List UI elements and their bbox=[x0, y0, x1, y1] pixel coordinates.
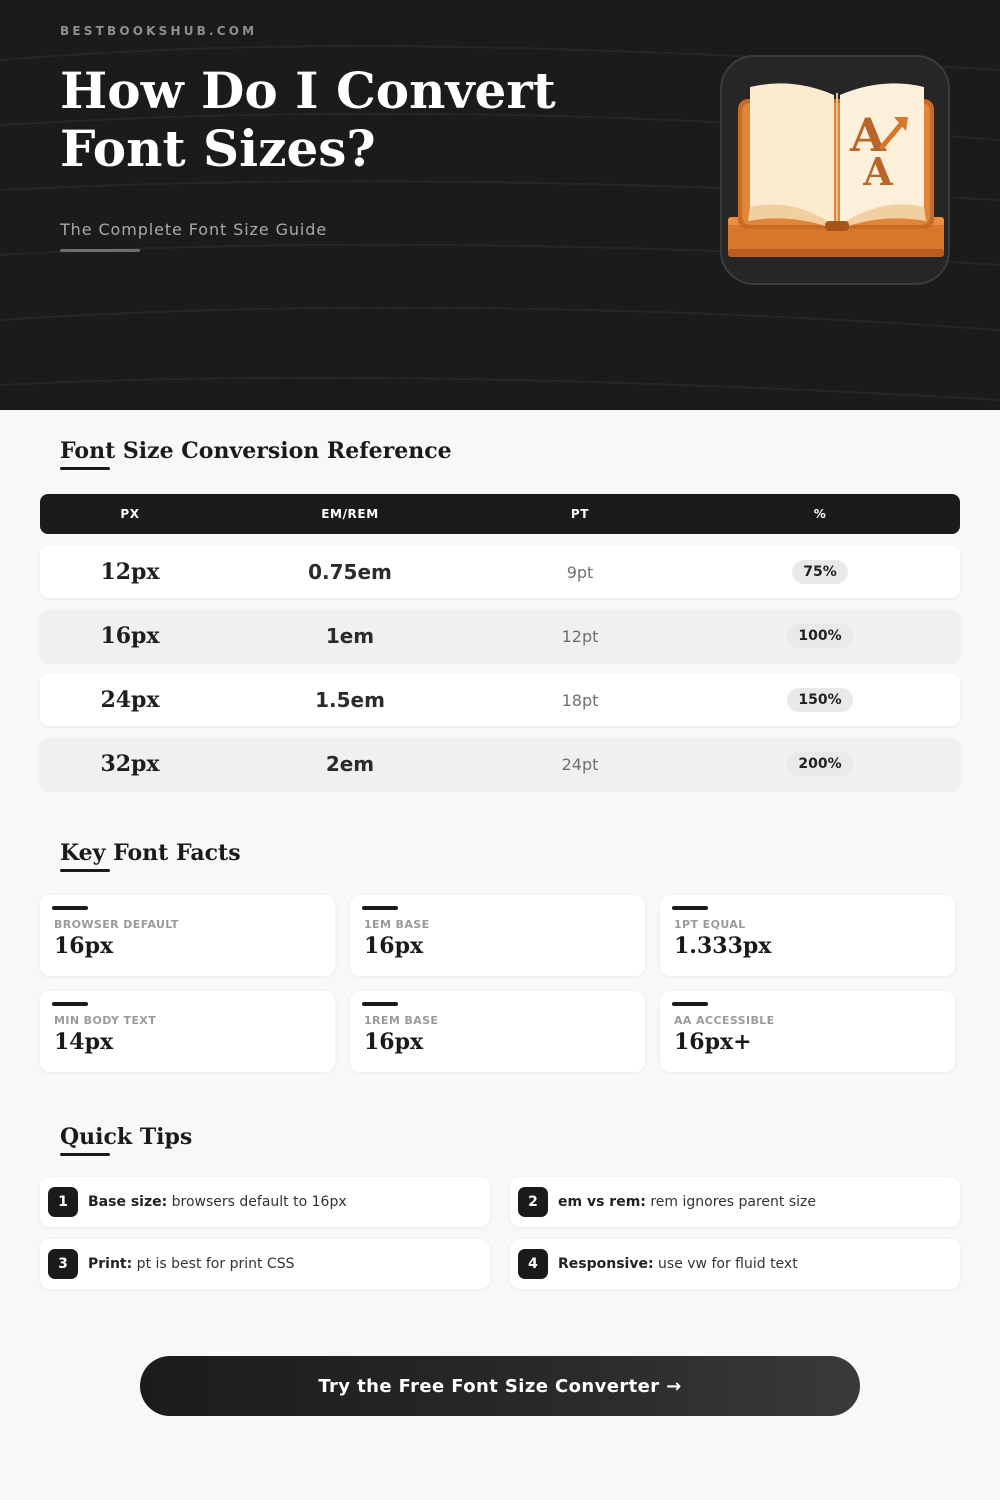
section-underline bbox=[60, 467, 110, 470]
table-row bbox=[40, 674, 960, 726]
card-accent-bar bbox=[672, 906, 708, 910]
svg-text:A: A bbox=[863, 149, 893, 194]
table-header bbox=[40, 494, 960, 534]
cell-pt: 9pt bbox=[566, 562, 594, 582]
page-title: How Do I Convert Font Sizes? bbox=[60, 61, 556, 178]
header-px: PX bbox=[120, 507, 140, 521]
header-em-rem: EM/REM bbox=[321, 507, 379, 521]
tip-number-badge: 3 bbox=[48, 1249, 78, 1279]
tip-text bbox=[88, 1194, 347, 1210]
cell-em: 2em bbox=[325, 752, 375, 776]
cell-pt: 12pt bbox=[561, 626, 599, 646]
tip-heading: Responsive: bbox=[558, 1256, 654, 1272]
section-underline bbox=[60, 869, 110, 872]
tip-text bbox=[558, 1256, 798, 1272]
fact-card bbox=[350, 991, 645, 1072]
fact-label: 1REM BASE bbox=[364, 1014, 439, 1027]
cell-em: 1em bbox=[325, 624, 375, 648]
fact-value: 16px bbox=[364, 933, 424, 959]
fact-label: 1PT EQUAL bbox=[674, 918, 746, 931]
fact-label: BROWSER DEFAULT bbox=[54, 918, 179, 931]
section-title-tips: Quick Tips bbox=[60, 1124, 193, 1150]
table-row bbox=[40, 610, 960, 662]
table-row bbox=[40, 738, 960, 790]
cell-px: 32px bbox=[100, 751, 160, 777]
fact-card bbox=[660, 895, 955, 976]
cell-pt: 24pt bbox=[561, 754, 599, 774]
tip-body: browsers default to 16px bbox=[167, 1194, 347, 1210]
open-book-font-size-icon bbox=[720, 55, 950, 285]
tip-heading: em vs rem: bbox=[558, 1194, 646, 1210]
tip-number-badge: 2 bbox=[518, 1187, 548, 1217]
fact-card bbox=[40, 991, 335, 1072]
percent-badge: 150% bbox=[787, 688, 852, 712]
fact-label: 1EM BASE bbox=[364, 918, 430, 931]
header-pt: PT bbox=[570, 507, 590, 521]
section-underline bbox=[60, 1153, 110, 1156]
hero-banner bbox=[0, 0, 1000, 410]
tip-number-badge: 1 bbox=[48, 1187, 78, 1217]
tip-heading: Base size: bbox=[88, 1194, 168, 1210]
tip-item bbox=[40, 1239, 490, 1289]
fact-card bbox=[40, 895, 335, 976]
subtitle-underline bbox=[60, 249, 140, 252]
percent-badge: 75% bbox=[792, 560, 848, 584]
section-title-facts: Key Font Facts bbox=[60, 840, 241, 866]
converter-cta-button[interactable]: Try the Free Font Size Converter → bbox=[140, 1356, 860, 1416]
cell-pt: 18pt bbox=[561, 690, 599, 710]
fact-value: 16px bbox=[54, 933, 114, 959]
fact-value: 14px bbox=[54, 1029, 114, 1055]
cell-px: 24px bbox=[100, 687, 160, 713]
fact-card bbox=[350, 895, 645, 976]
cell-em: 1.5em bbox=[315, 688, 385, 712]
fact-value: 1.333px bbox=[674, 933, 772, 959]
percent-badge: 200% bbox=[787, 752, 852, 776]
tip-item bbox=[510, 1177, 960, 1227]
table-row bbox=[40, 546, 960, 598]
tip-heading: Print: bbox=[88, 1256, 133, 1272]
fact-label: MIN BODY TEXT bbox=[54, 1014, 157, 1027]
cell-em: 0.75em bbox=[308, 560, 392, 584]
percent-badge: 100% bbox=[787, 624, 852, 648]
card-accent-bar bbox=[672, 1002, 708, 1006]
tip-item bbox=[40, 1177, 490, 1227]
tip-body: rem ignores parent size bbox=[645, 1194, 816, 1210]
fact-value: 16px+ bbox=[674, 1029, 752, 1055]
tip-body: use vw for fluid text bbox=[653, 1256, 798, 1272]
fact-value: 16px bbox=[364, 1029, 424, 1055]
tip-number-badge: 4 bbox=[518, 1249, 548, 1279]
fact-label: AA ACCESSIBLE bbox=[674, 1014, 775, 1027]
card-accent-bar bbox=[52, 1002, 88, 1006]
cell-px: 12px bbox=[100, 559, 160, 585]
svg-text:A: A bbox=[850, 108, 886, 162]
header-percent: % bbox=[813, 507, 827, 521]
card-accent-bar bbox=[362, 1002, 398, 1006]
tip-text bbox=[558, 1194, 816, 1210]
tip-body: pt is best for print CSS bbox=[132, 1256, 295, 1272]
page-subtitle: The Complete Font Size Guide bbox=[60, 220, 328, 239]
tip-text bbox=[88, 1256, 294, 1272]
tip-item bbox=[510, 1239, 960, 1289]
section-title-conversion: Font Size Conversion Reference bbox=[60, 438, 452, 464]
brand-name: BESTBOOKSHUB.COM bbox=[60, 24, 258, 38]
cell-px: 16px bbox=[100, 623, 160, 649]
fact-card bbox=[660, 991, 955, 1072]
card-accent-bar bbox=[52, 906, 88, 910]
card-accent-bar bbox=[362, 906, 398, 910]
